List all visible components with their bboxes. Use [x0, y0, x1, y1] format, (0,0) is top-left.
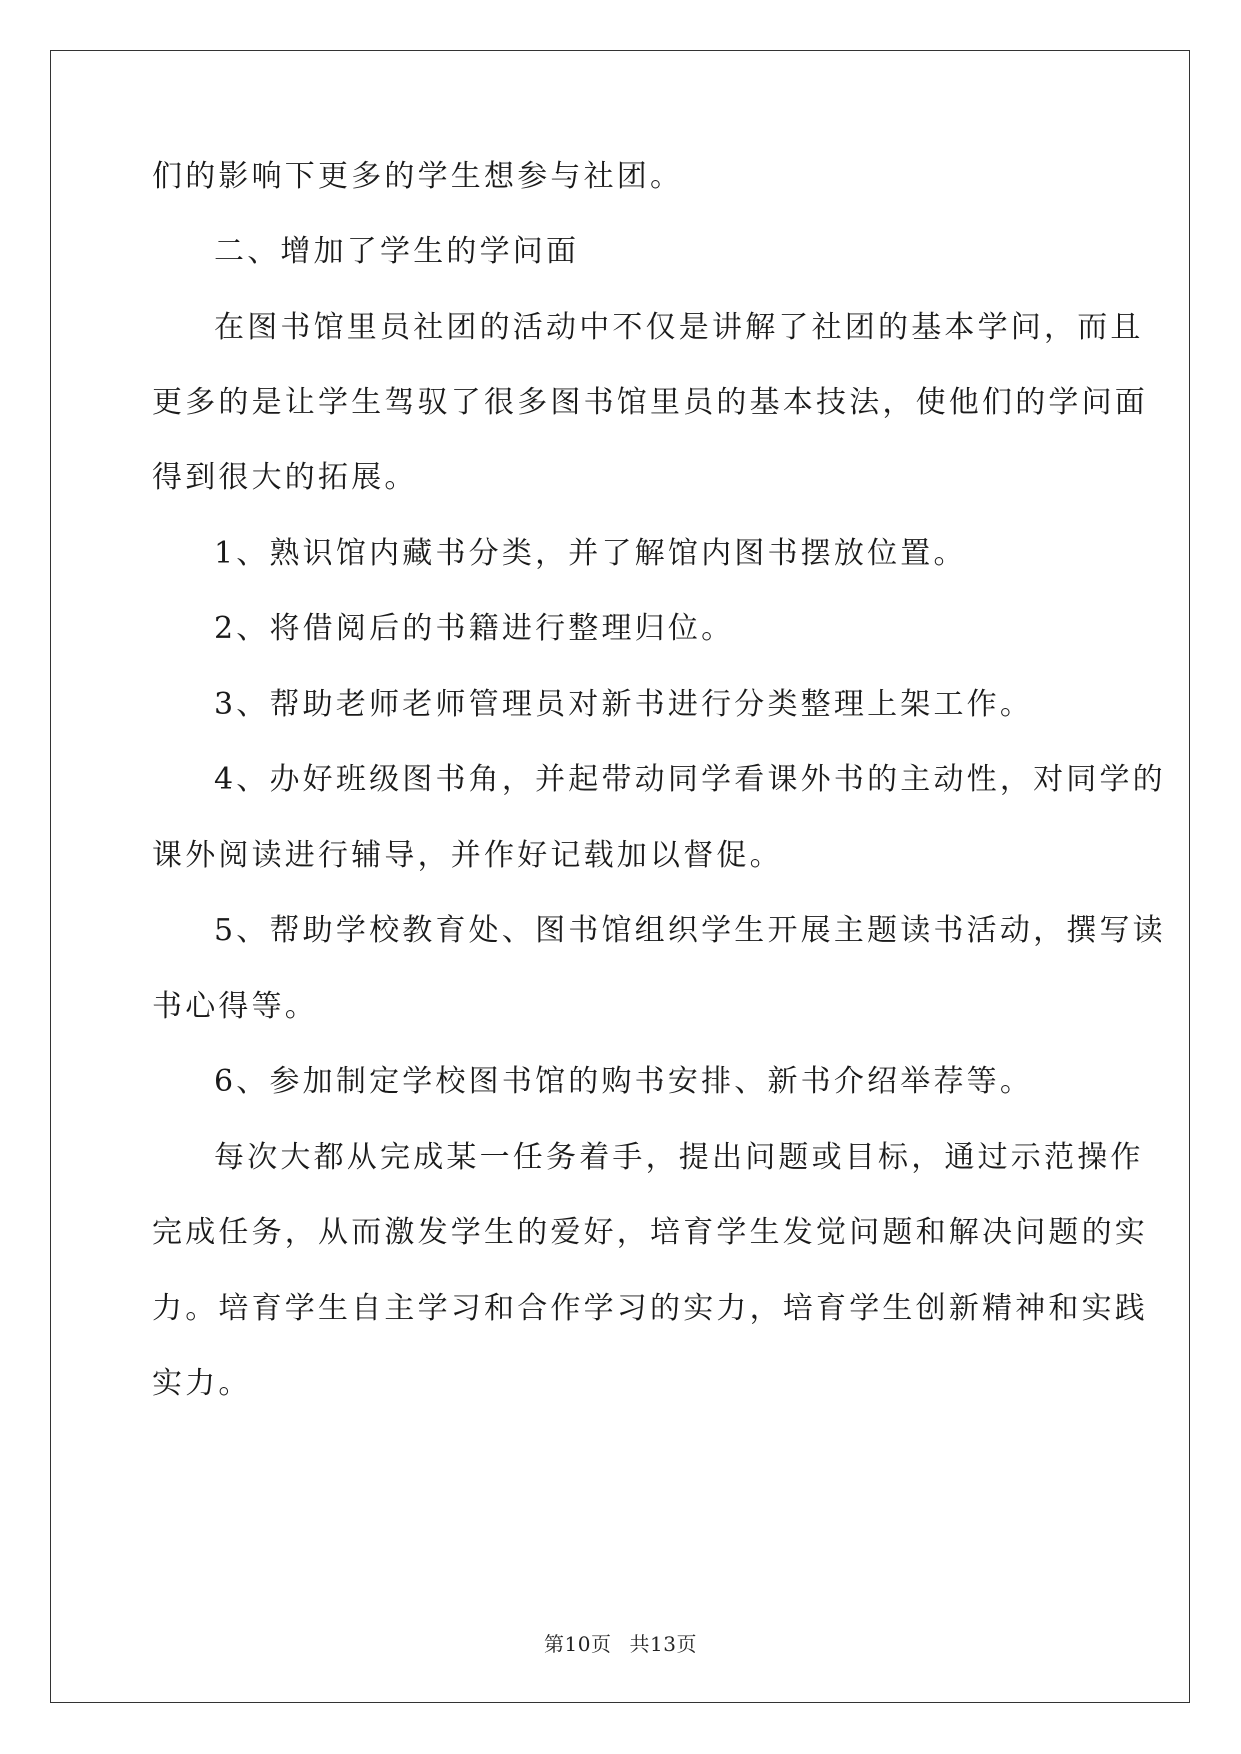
text-line: 课外阅读进行辅导，并作好记载加以督促。: [152, 838, 783, 873]
text-line: 力。培育学生自主学习和合作学习的实力，培育学生创新精神和实践: [152, 1291, 1148, 1326]
text-line: 实力。: [152, 1366, 252, 1401]
list-item: 4、办好班级图书角，并起带动同学看课外书的主动性，对同学的: [214, 762, 1166, 797]
text-line: 更多的是让学生驾驭了很多图书馆里员的基本技法，使他们的学问面: [152, 385, 1148, 420]
list-item: 1、熟识馆内藏书分类，并了解馆内图书摆放位置。: [214, 536, 967, 571]
text-line: 得到很大的拓展。: [152, 460, 418, 495]
page-total: 共13页: [629, 1632, 697, 1656]
list-item: 3、帮助老师老师管理员对新书进行分类整理上架工作。: [214, 687, 1034, 722]
text-line: 完成任务，从而激发学生的爱好，培育学生发觉问题和解决问题的实: [152, 1215, 1148, 1250]
text-line: 在图书馆里员社团的活动中不仅是讲解了社团的基本学问，而且: [214, 310, 1144, 345]
list-item: 5、帮助学校教育处、图书馆组织学生开展主题读书活动，撰写读: [214, 913, 1166, 948]
text-line: 书心得等。: [152, 989, 318, 1024]
text-line: 们的影响下更多的学生想参与社团。: [152, 159, 684, 194]
list-item: 2、将借阅后的书籍进行整理归位。: [214, 611, 735, 646]
text-line: 每次大都从完成某一任务着手，提出问题或目标，通过示范操作: [214, 1140, 1144, 1175]
section-heading: 二、增加了学生的学问面: [214, 234, 580, 269]
page-number: 第10页: [544, 1632, 612, 1656]
page-footer: [0, 1628, 1241, 1657]
list-item: 6、参加制定学校图书馆的购书安排、新书介绍举荐等。: [214, 1064, 1034, 1099]
